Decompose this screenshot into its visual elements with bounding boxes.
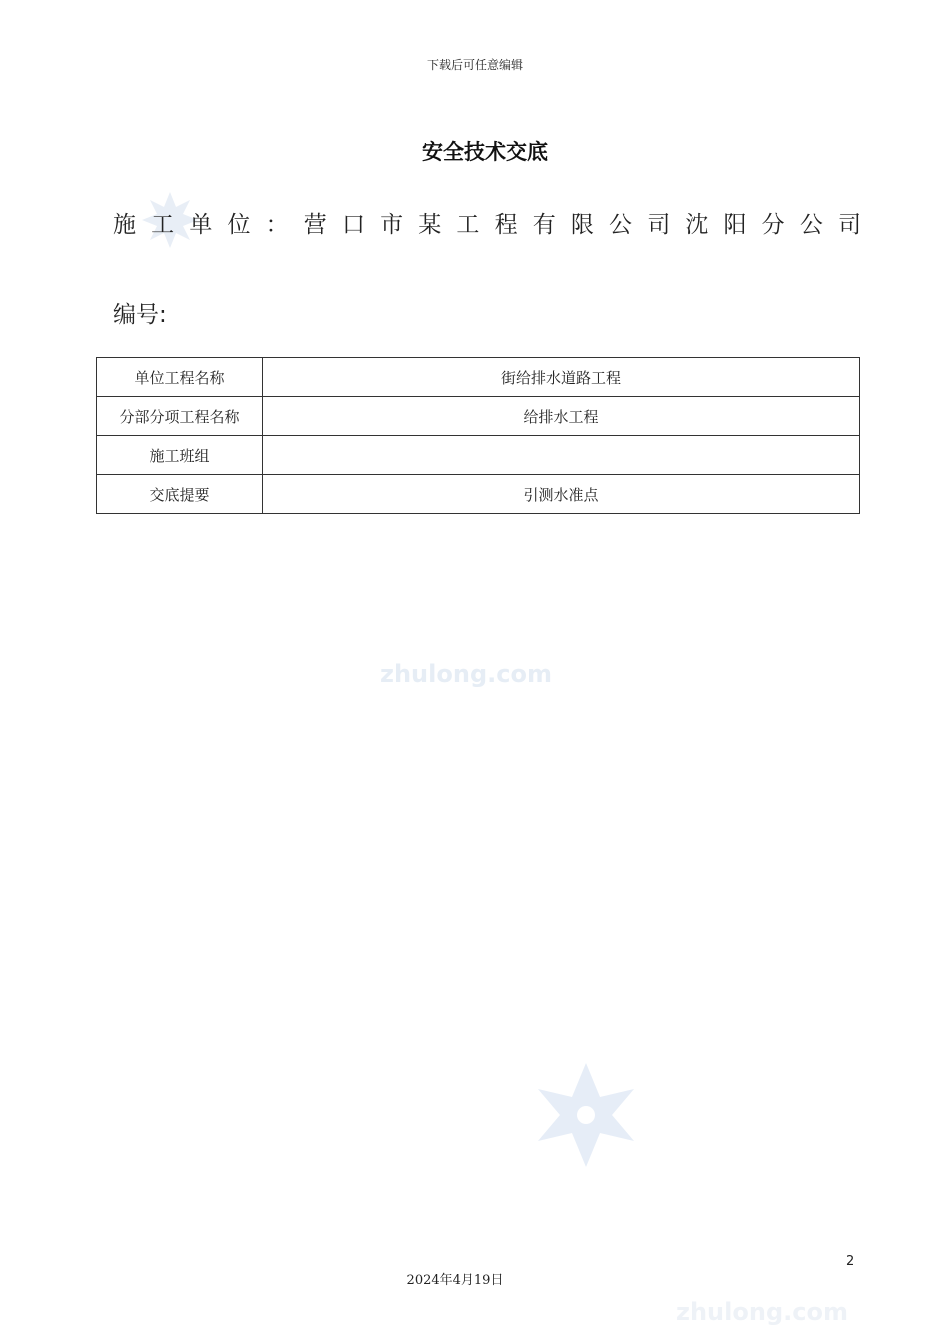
row-label: 交底提要 [97, 475, 263, 514]
row-value: 给排水工程 [263, 397, 860, 436]
watermark-logo-icon [528, 1060, 644, 1170]
unit-char: 口 [341, 212, 365, 238]
construction-unit-line [113, 206, 861, 239]
unit-char: 位 [227, 212, 251, 238]
unit-char: 营 [303, 212, 327, 238]
unit-char: 施 [113, 212, 136, 238]
unit-char: 司 [647, 212, 671, 238]
table-row [97, 358, 860, 397]
unit-char: 公 [799, 212, 823, 238]
unit-char: 有 [532, 212, 556, 238]
unit-char: 单 [189, 212, 213, 238]
table-row [97, 436, 860, 475]
watermark-text: zhulong.com [676, 1298, 848, 1326]
row-value: 街给排水道路工程 [263, 358, 860, 397]
watermark-text: zhulong.com [380, 660, 552, 688]
row-label: 施工班组 [97, 436, 263, 475]
unit-char: 分 [761, 212, 785, 238]
unit-char: ： [265, 212, 289, 238]
row-value [263, 436, 860, 475]
unit-char: 某 [418, 212, 442, 238]
unit-char: 工 [151, 212, 175, 238]
unit-char: 沈 [685, 212, 709, 238]
unit-char: 市 [380, 212, 404, 238]
unit-char: 程 [494, 212, 518, 238]
disclosure-info-table [96, 357, 860, 514]
header-note: 下载后可任意编辑 [426, 58, 523, 72]
unit-char: 公 [609, 212, 633, 238]
unit-char: 阳 [723, 212, 747, 238]
table-row [97, 475, 860, 514]
page-number: 2 [846, 1254, 855, 1269]
row-label: 分部分项工程名称 [97, 397, 263, 436]
unit-char: 司 [837, 212, 861, 238]
row-label: 单位工程名称 [97, 358, 263, 397]
unit-char: 限 [570, 212, 594, 238]
footer-date: 2024年4月19日 [406, 1273, 504, 1288]
table-row [97, 397, 860, 436]
code-label: 编号: [113, 302, 167, 328]
document-title: 安全技术交底 [422, 140, 548, 164]
unit-char: 工 [456, 212, 480, 238]
row-value: 引测水准点 [263, 475, 860, 514]
